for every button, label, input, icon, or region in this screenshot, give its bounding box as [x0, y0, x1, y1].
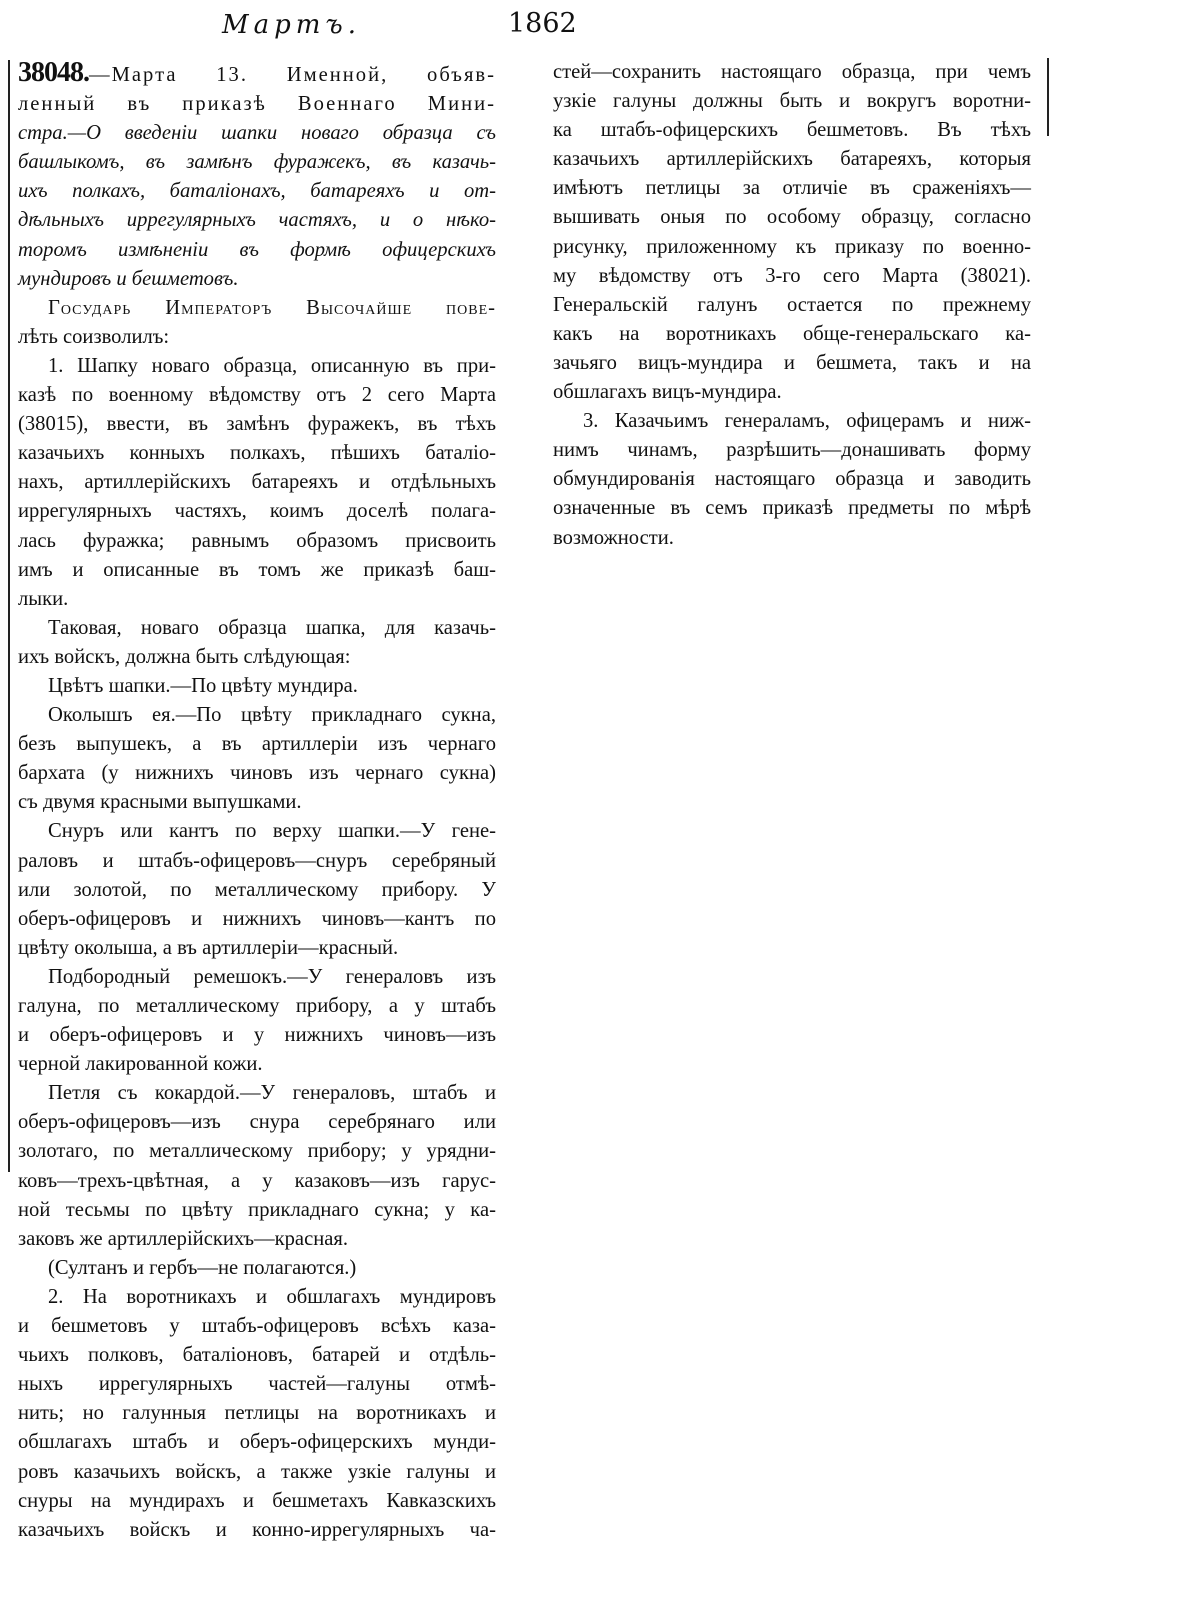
text-line: 1. Шапку новаго образца, описанную въ при-: [48, 354, 496, 377]
text-line: стей—сохранить настоящаго образца, при чемъ: [553, 61, 1031, 83]
header-month: Мартъ.: [222, 10, 362, 40]
text-line: рисунку, приложенному къ приказу по военно-: [553, 235, 1031, 258]
text-line: означенные въ семъ приказѣ предметы по мѣрѣ: [553, 497, 1031, 520]
text-line: казачьихъ конныхъ полкахъ, пѣшихъ баталіо-: [18, 442, 496, 465]
text-line: Околышъ ея.—По цвѣту прикладнаго сукна,: [48, 704, 496, 727]
text-line: снуры на мундирахъ и бешметахъ Кавказскихъ: [18, 1489, 496, 1512]
text-line: цвѣту околыша, а въ артиллеріи—красный.: [18, 936, 399, 959]
text-line: ровъ казачьихъ войскъ, а также узкіе галуны и: [18, 1460, 496, 1483]
text-line: ихъ полкахъ, баталіонахъ, батареяхъ и от-: [18, 180, 496, 203]
text-line: лыки.: [18, 587, 69, 610]
text-line: бархата (у нижнихъ чиновъ изъ чернаго сукна): [18, 762, 496, 785]
text-line: обшлагахъ вицъ-мундира.: [553, 381, 782, 404]
text-line: раловъ и штабъ-офицеровъ—снуръ серебряный: [18, 849, 496, 872]
text-line: нить; но галунныя петлицы на воротникахъ и: [18, 1402, 496, 1425]
text-line: ной тесьмы по цвѣту прикладнаго сукна; у ка-: [18, 1198, 496, 1221]
text-line: Цвѣтъ шапки.—По цвѣту мундира.: [48, 674, 358, 697]
text-line: ленный въ приказѣ Военнаго Мини-: [18, 93, 496, 116]
text-line: мундировъ и бешметовъ.: [18, 267, 239, 290]
text-line: и бешметовъ у штабъ-офицеровъ всѣхъ каза-: [18, 1315, 496, 1338]
text-line: казѣ по военному вѣдомству отъ 2 сего Марта: [18, 384, 496, 407]
text-line: башлыкомъ, въ замѣнъ фуражекъ, въ казачь-: [18, 151, 496, 174]
text-line: узкіе галуны должны быть и вокругъ воротни-: [553, 90, 1031, 113]
left-column: [18, 58, 496, 1545]
text-line: и оберъ-офицеровъ и у нижнихъ чиновъ—изъ: [18, 1024, 496, 1047]
text-line: вышивать оныя по особому образцу, согласно: [553, 206, 1031, 229]
text-line: чьихъ полковъ, баталіоновъ, батарей и отдѣль-: [18, 1344, 496, 1367]
text-line: Петля съ кокардой.—У генераловъ, штабъ и: [48, 1082, 496, 1105]
text-line: му вѣдомству отъ 3-го сего Марта (38021).: [553, 264, 1031, 287]
text-line: 2. На воротникахъ и обшлагахъ мундировъ: [48, 1285, 496, 1308]
decree-heading-text: —Марта 13. Именной, объяв-: [89, 64, 496, 86]
left-margin-rule: [8, 60, 10, 1172]
left-column-lines: [18, 90, 496, 1545]
text-line: лась фуражка; равнымъ образомъ присвоить: [18, 529, 496, 552]
text-line: Подбородный ремешокъ.—У генераловъ изъ: [48, 965, 496, 988]
text-line: казачьихъ артиллерійскихъ батареяхъ, которыя: [553, 148, 1031, 171]
text-line: (Султанъ и гербъ—не полагаются.): [48, 1256, 357, 1279]
text-line: Генеральскій галунъ остается по прежнему: [553, 293, 1031, 316]
text-line: торомъ измѣненіи въ формѣ офицерскихъ: [18, 238, 496, 261]
text-line: черной лакированной кожи.: [18, 1053, 263, 1076]
text-line: возможности.: [553, 526, 674, 549]
decree-number: 38048.: [18, 57, 89, 88]
decree-heading: [18, 58, 496, 90]
text-line: галуна, по металлическому прибору, а у штабъ: [18, 995, 496, 1017]
text-line: имѣютъ петлицы за отличіе въ сраженіяхъ—: [553, 177, 1031, 200]
right-margin-rule: [1047, 58, 1049, 136]
text-line: казачьихъ войскъ и конно-иррегулярныхъ ча-: [18, 1518, 496, 1541]
text-line: (38015), ввести, въ замѣнъ фуражекъ, въ тѣхъ: [18, 413, 496, 436]
text-line: нахъ, артиллерійскихъ батареяхъ и отдѣльныхъ: [18, 471, 496, 494]
text-line: дѣльныхъ иррегулярныхъ частяхъ, и о нѣко-: [18, 209, 496, 232]
text-line: Таковая, новаго образца шапка, для казачь-: [48, 616, 496, 639]
text-line: какъ на воротникахъ обще-генеральскаго ка-: [553, 322, 1031, 345]
text-line: зачьяго вицъ-мундира и бешмета, такъ и на: [553, 351, 1031, 374]
text-line: оберъ-офицеровъ и нижнихъ чиновъ—кантъ по: [18, 907, 496, 930]
text-line: Снуръ или кантъ по верху шапки.—У гене-: [48, 820, 496, 843]
text-line: ихъ войскъ, должна быть слѣдующая:: [18, 645, 351, 668]
header-year: 1862: [508, 8, 577, 39]
text-line: Государь Императоръ Высочайше пове-: [48, 296, 496, 319]
text-line: имъ и описанные въ томъ же приказѣ баш-: [18, 558, 496, 581]
text-line: ныхъ иррегулярныхъ частей—галуны отмѣ-: [18, 1373, 496, 1396]
text-line: безъ выпушекъ, а въ артиллеріи изъ чернаго: [18, 733, 496, 756]
text-line: заковъ же артиллерійскихъ—красная.: [18, 1227, 348, 1250]
text-line: стра.—О введеніи шапки новаго образца съ: [18, 122, 496, 145]
text-line: нимъ чинамъ, разрѣшить—донашивать форму: [553, 439, 1031, 462]
right-column-lines: [553, 58, 1031, 553]
text-line: или золотой, по металлическому прибору. У: [18, 878, 496, 901]
right-column: [553, 58, 1031, 553]
text-line: обмундированія настоящаго образца и заводить: [553, 468, 1031, 491]
text-line: 3. Казачьимъ генераламъ, офицерамъ и ниж-: [583, 410, 1031, 433]
text-line: ка штабъ-офицерскихъ бешметовъ. Въ тѣхъ: [553, 119, 1031, 142]
text-line: золотаго, по металлическому прибору; у урядни-: [18, 1140, 496, 1163]
text-line: съ двумя красными выпушками.: [18, 791, 302, 814]
text-line: ковъ—трехъ-цвѣтная, а у казаковъ—изъ гарус-: [18, 1169, 496, 1192]
text-line: обшлагахъ штабъ и оберъ-офицерскихъ мунди-: [18, 1431, 496, 1454]
text-line: оберъ-офицеровъ—изъ снура серебрянаго или: [18, 1111, 496, 1134]
text-line: лѣть соизволилъ:: [18, 325, 170, 348]
text-line: иррегулярныхъ частяхъ, коимъ доселѣ полага-: [18, 500, 496, 523]
